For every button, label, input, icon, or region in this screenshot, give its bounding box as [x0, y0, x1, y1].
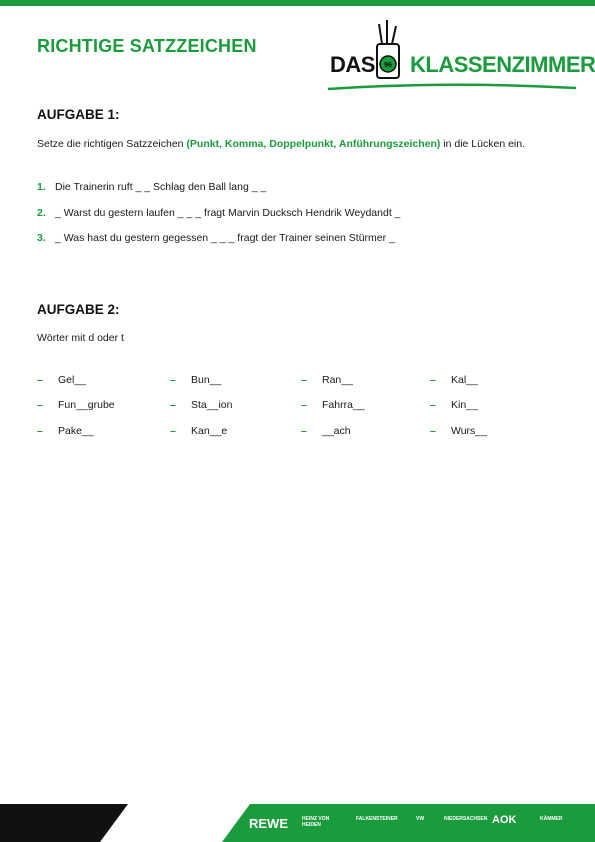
- sponsor-falkensteiner-logo: FALKENSTEINER: [356, 816, 398, 822]
- dash-marker: –: [37, 374, 43, 386]
- dash-marker: –: [37, 399, 43, 411]
- word-item: [430, 399, 478, 411]
- logo-badge-text: 96: [384, 62, 392, 69]
- word-item: [170, 399, 232, 411]
- word-text: Fun__grube: [58, 399, 115, 411]
- word-text: __ach: [322, 425, 351, 437]
- dash-marker: –: [170, 425, 176, 437]
- task-2: [37, 207, 401, 219]
- word-item: [430, 425, 487, 437]
- word-text: Fahrra__: [322, 399, 365, 411]
- word-text: Ran__: [322, 374, 353, 386]
- word-item: [301, 399, 365, 411]
- word-text: Kal__: [451, 374, 478, 386]
- logo-klassenzimmer-text: KLASSENZIMMER: [410, 52, 595, 77]
- aufgabe2-title: AUFGABE 2:: [37, 302, 120, 317]
- instruction-highlight: (Punkt, Komma, Doppelpunkt, Anführungszeichen): [186, 138, 441, 150]
- instruction-text-end: in die Lücken ein.: [440, 138, 526, 150]
- page-title: RICHTIGE SATZZEICHEN: [37, 36, 257, 56]
- aufgabe2-instruction: Wörter mit d oder t: [37, 332, 124, 344]
- word-text: Sta__ion: [191, 399, 233, 411]
- word-item: [37, 425, 94, 437]
- dash-marker: –: [37, 425, 43, 437]
- top-accent-bar: [0, 0, 595, 6]
- sponsor-vw-logo: VW: [416, 816, 425, 822]
- instruction-text: Setze die richtigen Satzzeichen: [37, 138, 187, 150]
- word-item: [37, 374, 86, 386]
- word-text: Kin__: [451, 399, 478, 411]
- dash-marker: –: [430, 399, 436, 411]
- word-item: [301, 374, 353, 386]
- task-number: 3.: [37, 232, 46, 244]
- word-text: Kan__e: [191, 425, 228, 437]
- aufgabe1-instruction: [37, 138, 525, 150]
- task-1: [37, 181, 266, 193]
- dash-marker: –: [170, 399, 176, 411]
- task-text: Die Trainerin ruft _ _ Schlag den Ball lang _ _: [55, 181, 267, 193]
- sponsor-kaemmer-logo: KÄMMER: [540, 816, 563, 822]
- task-text: _ Was hast du gestern gegessen _ _ _ fragt der Trainer seinen Stürmer _: [55, 232, 395, 244]
- logo-das-text: DAS: [330, 52, 375, 77]
- task-3: [37, 232, 395, 244]
- footer-black-shape: [0, 804, 128, 842]
- dash-marker: –: [301, 374, 307, 386]
- dash-marker: –: [170, 374, 176, 386]
- dash-marker: –: [430, 425, 436, 437]
- dash-marker: –: [301, 399, 307, 411]
- task-number: 2.: [37, 207, 46, 219]
- word-item: [170, 425, 227, 437]
- dash-marker: –: [301, 425, 307, 437]
- word-text: Wurs__: [451, 425, 487, 437]
- sponsor-aok-logo: AOK: [492, 814, 517, 826]
- word-text: Pake__: [58, 425, 94, 437]
- sponsor-niedersachsen-logo: NIEDERSACHSEN: [444, 816, 488, 822]
- task-text: _ Warst du gestern laufen _ _ _ fragt Marvin Ducksch Hendrik Weydandt _: [55, 207, 401, 219]
- logo-swoosh-icon: [326, 80, 578, 92]
- word-item: [170, 374, 221, 386]
- word-text: Gel__: [58, 374, 87, 386]
- word-item: [430, 374, 478, 386]
- dash-marker: –: [430, 374, 436, 386]
- sponsor-rewe-logo: REWE: [249, 816, 288, 831]
- klassenzimmer-logo: [326, 18, 595, 94]
- task-number: 1.: [37, 181, 46, 193]
- aufgabe1-title: AUFGABE 1:: [37, 107, 120, 122]
- sponsor-heinz-logo: HEINZ VON HEIDEN: [302, 816, 330, 828]
- pencil-cup-icon: [374, 20, 402, 80]
- word-text: Bun__: [191, 374, 222, 386]
- word-item: [301, 425, 351, 437]
- word-item: [37, 399, 115, 411]
